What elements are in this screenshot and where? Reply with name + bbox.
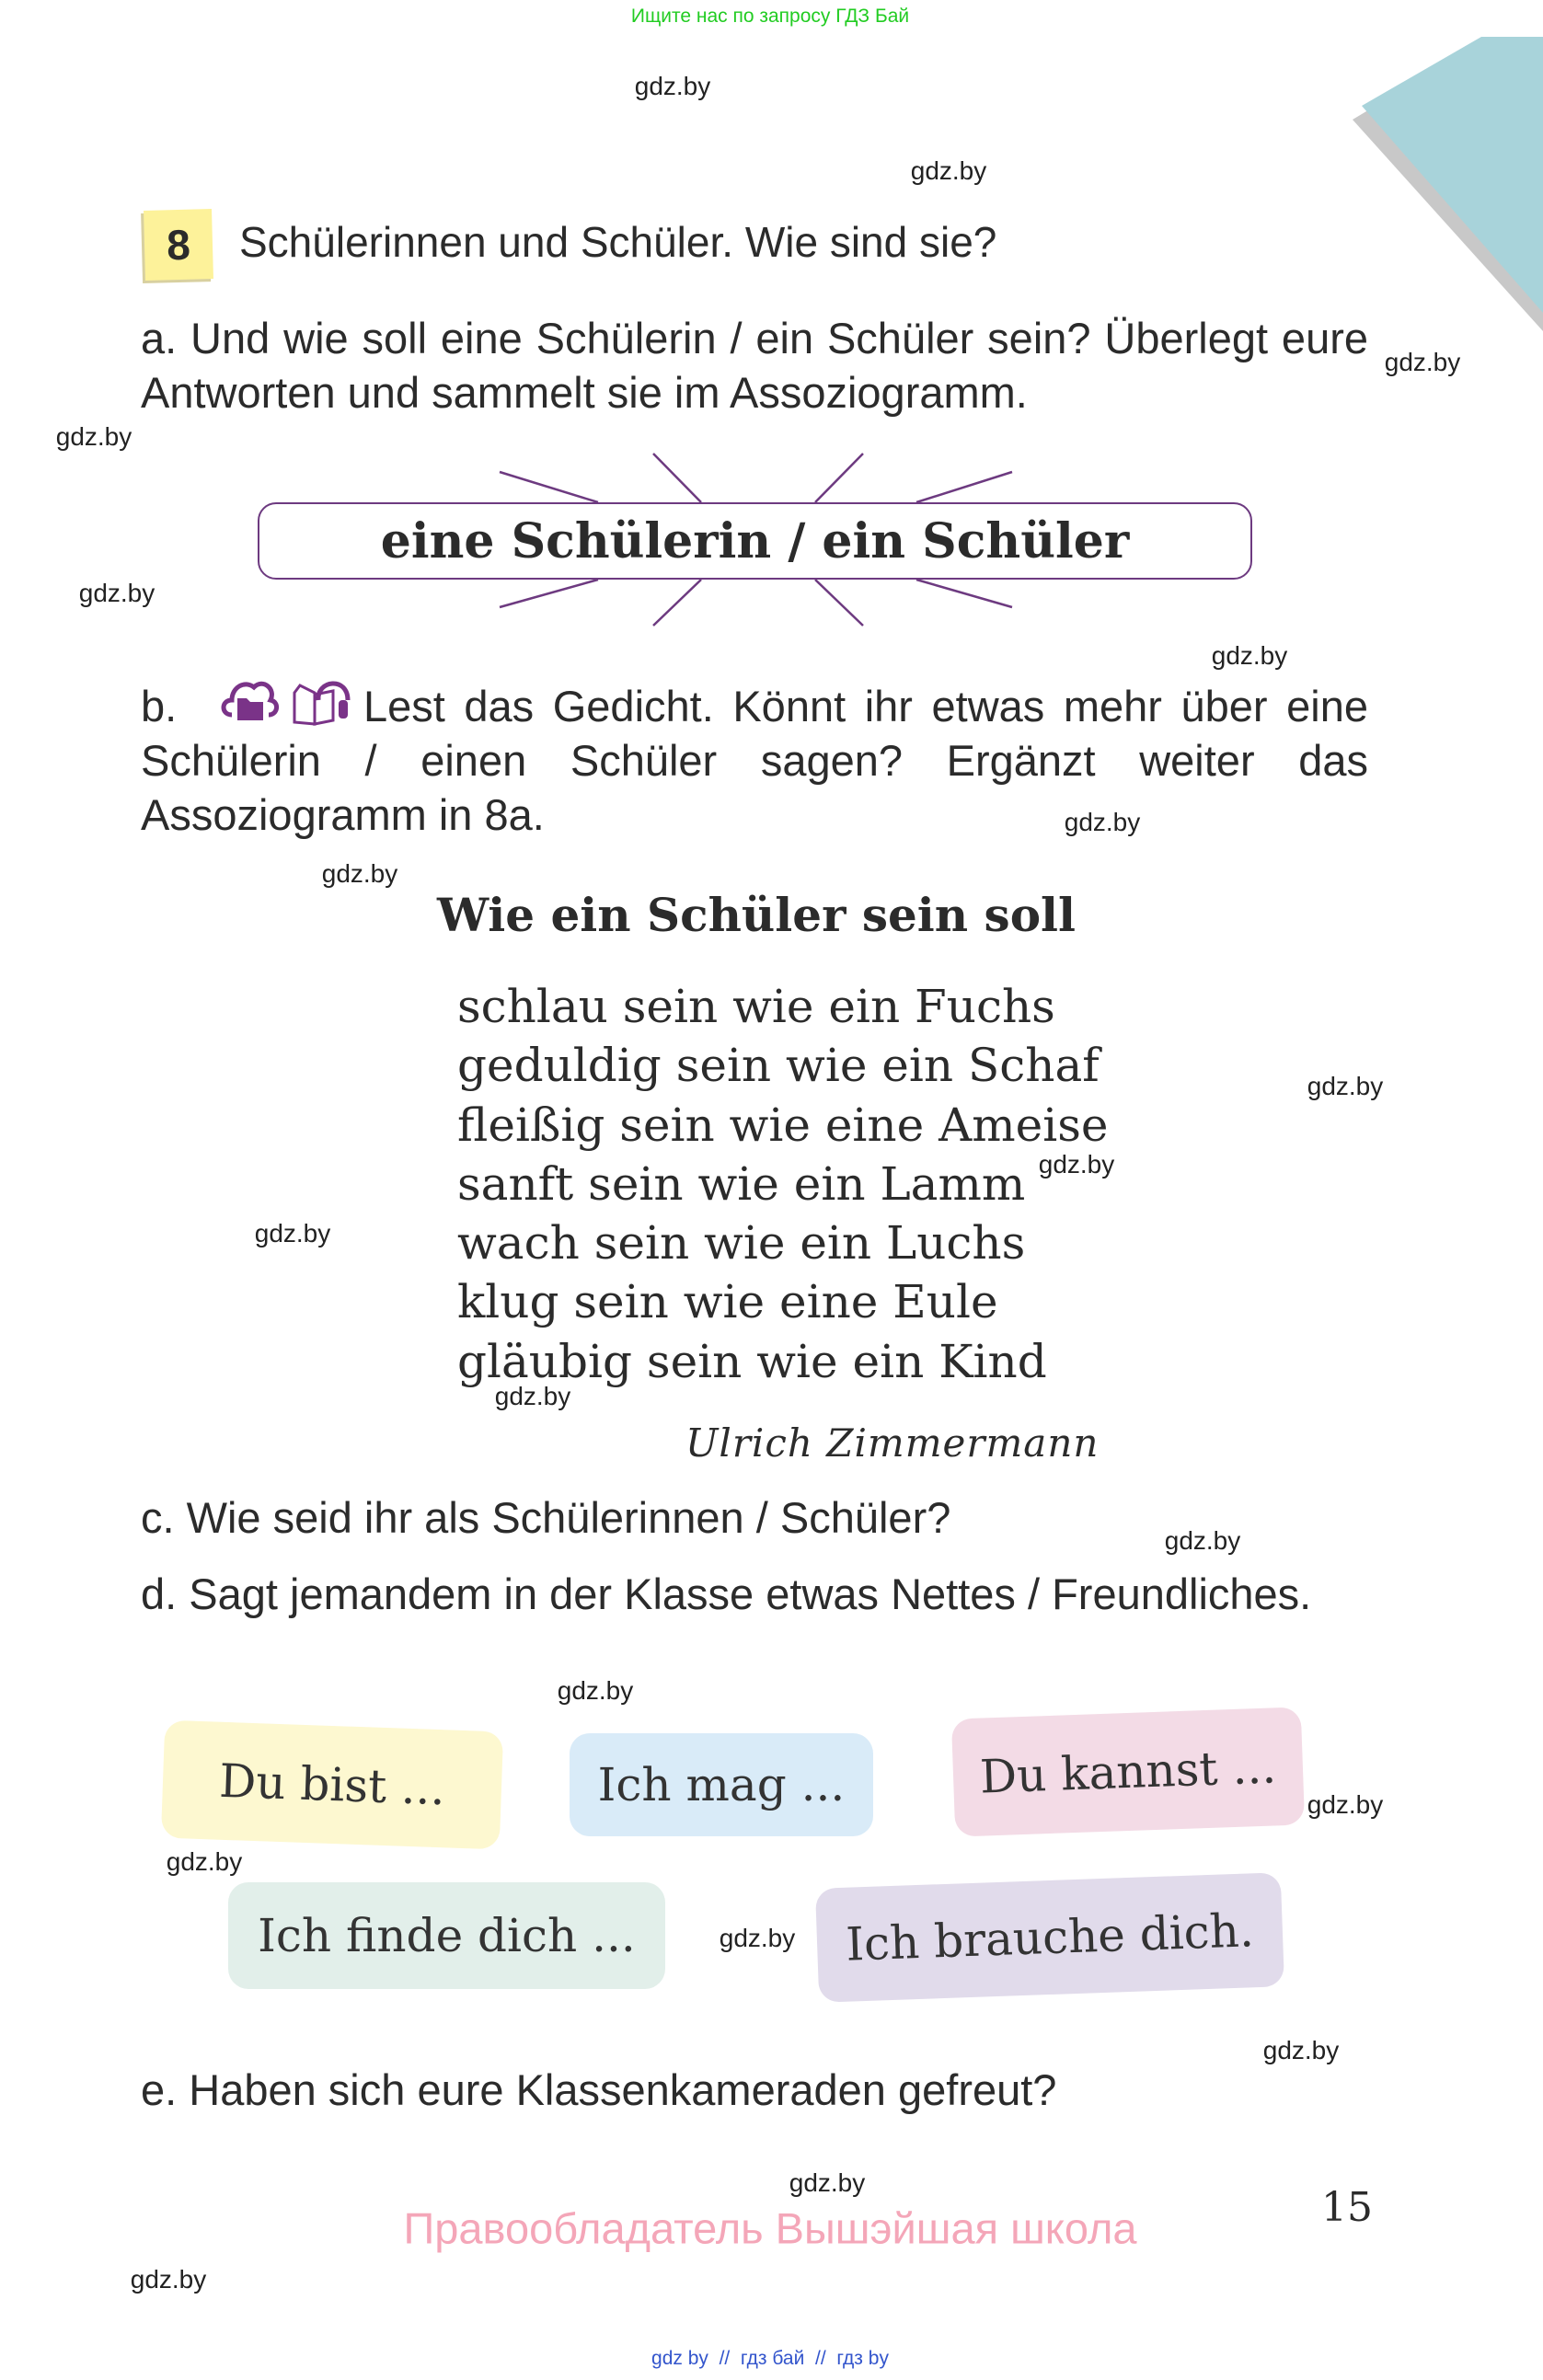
watermark: gdz.by <box>1211 641 1288 670</box>
watermark: gdz.by <box>1307 1790 1384 1819</box>
watermark: gdz.by <box>557 1676 634 1705</box>
copyright-notice: Правообладатель Вышэйшая школа <box>403 2203 1137 2253</box>
poem-line: sanft sein wie ein Lamm <box>457 1156 1026 1211</box>
top-banner: Ищите нас по запросу ГДЗ Бай <box>630 6 910 27</box>
assoziogramm-box <box>258 502 1252 580</box>
watermark: gdz.by <box>1064 808 1141 836</box>
sticker-text: Ich mag ... <box>597 1758 846 1811</box>
sticker-ich-brauche-dich <box>815 1872 1284 2003</box>
watermark: gdz.by <box>55 422 132 451</box>
corner-decoration <box>1343 28 1543 340</box>
sticker-du-bist <box>161 1720 503 1850</box>
task-b <box>141 679 1368 842</box>
task-a: a. Und wie soll eine Schülerin / ein Schüler sein? Überlegt eure Antworten und sammelt sie im Assoziogramm. <box>141 314 1368 417</box>
watermark: gdz.by <box>1384 348 1461 376</box>
poem-title: Wie ein Schüler sein soll <box>436 888 1077 942</box>
sticker-text: Du kannst ... <box>979 1740 1277 1804</box>
task-b-text: Lest das Gedicht. Könnt ihr etwas mehr über eine Schülerin / einen Schüler sagen? Ergänzt weiter das Assoziogramm in 8a. <box>141 682 1368 839</box>
watermark: gdz.by <box>634 72 711 100</box>
poem-line: fleißig sein wie eine Ameise <box>457 1098 1109 1152</box>
poem-line: schlau sein wie ein Fuchs <box>457 980 1055 1033</box>
watermark: gdz.by <box>254 1219 331 1247</box>
watermark: gdz.by <box>321 859 398 888</box>
task-title: Schülerinnen und Schüler. Wie sind sie? <box>239 218 997 266</box>
watermark: gdz.by <box>789 2168 866 2197</box>
poem-author: Ulrich Zimmermann <box>685 1420 1100 1466</box>
watermark: gdz.by <box>910 156 987 185</box>
task-d: d. Sagt jemandem in der Klasse etwas Nettes / Freundliches. <box>141 1569 1312 1618</box>
footer-links[interactable]: gdz by // гдз бай // гдз by <box>651 2348 889 2369</box>
sticker-text: Ich finde dich ... <box>258 1909 636 1962</box>
poem-line: klug sein wie eine Eule <box>457 1275 998 1329</box>
sticker-ich-finde-dich <box>228 1882 665 1989</box>
task-number-badge <box>144 209 213 281</box>
watermark: gdz.by <box>719 1924 796 1952</box>
watermark: gdz.by <box>166 1847 243 1876</box>
poem-line: geduldig sein wie ein Schaf <box>457 1039 1100 1093</box>
watermark: gdz.by <box>1164 1526 1241 1555</box>
watermark: gdz.by <box>1262 2036 1340 2064</box>
watermark: gdz.by <box>78 579 155 607</box>
page-number: 15 <box>1321 2184 1373 2231</box>
sticker-ich-mag <box>570 1733 873 1836</box>
sticker-du-kannst <box>951 1707 1305 1836</box>
task-c: c. Wie seid ihr als Schülerinnen / Schüler? <box>141 1493 951 1542</box>
assoziogramm-label: eine Schülerin / ein Schüler <box>380 512 1130 569</box>
task-number: 8 <box>166 220 191 270</box>
watermark: gdz.by <box>1307 1072 1384 1100</box>
task-b-label: b. <box>141 682 178 730</box>
poem-line: gläubig sein wie ein Kind <box>457 1334 1047 1388</box>
sticker-text: Ich brauche dich. <box>845 1903 1255 1972</box>
watermark: gdz.by <box>130 2265 207 2294</box>
watermark: gdz.by <box>494 1382 571 1410</box>
sticker-text: Du bist ... <box>218 1753 446 1816</box>
poem-lines <box>457 977 1108 1391</box>
task-e: e. Haben sich eure Klassenkameraden gefreut? <box>141 2065 1057 2114</box>
watermark: gdz.by <box>1038 1150 1115 1179</box>
poem-line: wach sein wie ein Luchs <box>457 1216 1026 1270</box>
